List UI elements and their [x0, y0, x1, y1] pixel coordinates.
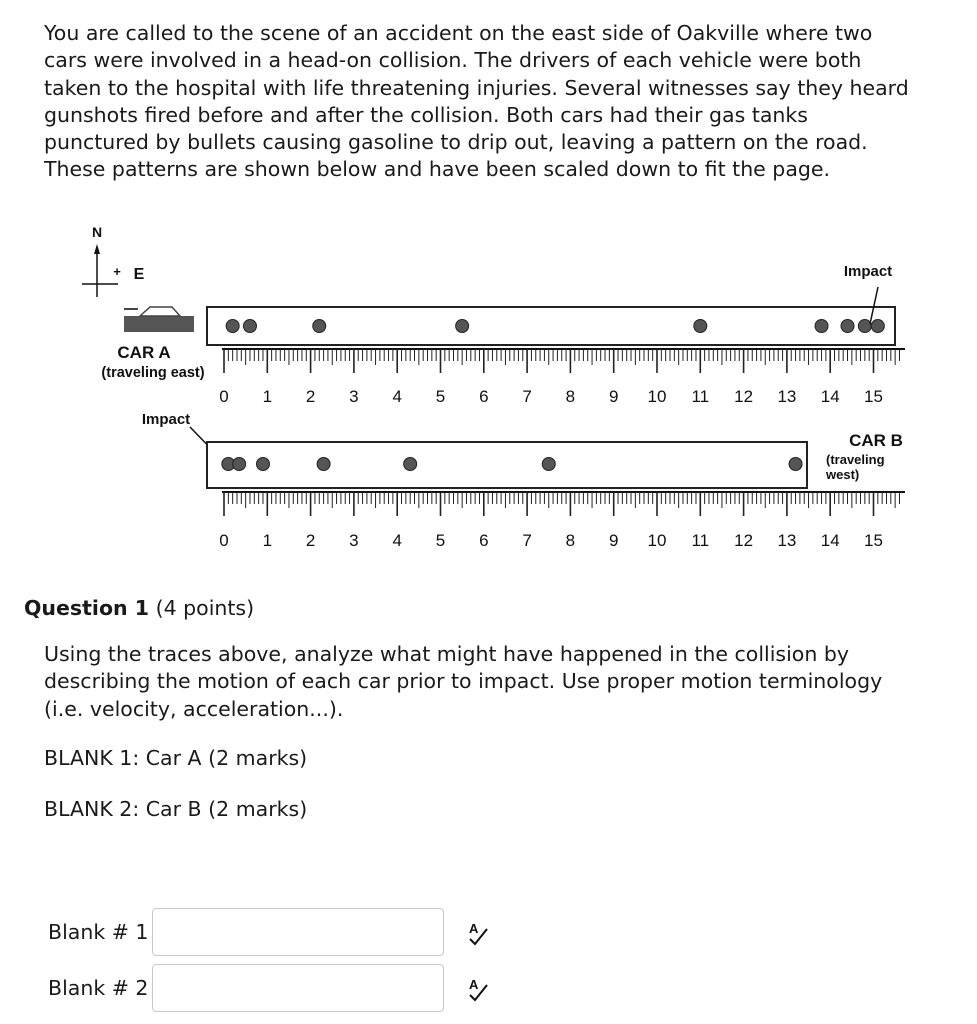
ruler-tick-label: 3 [349, 531, 359, 550]
question-heading [24, 596, 254, 620]
ruler-tick-label: 5 [435, 387, 446, 406]
blank-2-input[interactable] [152, 964, 444, 1012]
drip-dot [243, 320, 256, 333]
drip-dot [233, 458, 246, 471]
ruler-tick-label: 11 [691, 531, 710, 550]
ruler-tick-label: 7 [522, 531, 532, 550]
ruler-tick-label: 14 [820, 387, 840, 406]
svg-text:A: A [469, 921, 479, 936]
blank-1-label: Blank # 1 [48, 920, 149, 944]
ruler-tick-label: 10 [647, 387, 667, 406]
ruler-tick-label: 11 [691, 387, 710, 406]
ruler-tick-label: 5 [435, 531, 446, 550]
drip-dot [256, 458, 269, 471]
ruler-tick-label: 15 [864, 387, 883, 406]
drip-dot [456, 320, 469, 333]
drip-dot [841, 320, 854, 333]
compass-east-label: E [133, 266, 145, 283]
drip-dot [815, 320, 828, 333]
car-a-name: CAR A [117, 343, 171, 362]
drip-dot [222, 458, 235, 471]
ruler-tick-label: 7 [522, 387, 532, 406]
ruler-tick-label: 9 [608, 531, 619, 550]
ruler-tick-label: 8 [565, 387, 576, 406]
car-b-ruler [219, 492, 905, 550]
drip-dot [858, 320, 871, 333]
ruler-tick-label: 6 [479, 531, 489, 550]
ruler-tick-label: 8 [565, 531, 576, 550]
drip-dot [313, 320, 326, 333]
car-b-direction-line1: (traveling [826, 452, 885, 467]
svg-text:A: A [469, 977, 479, 992]
car-a-icon [124, 307, 194, 332]
ruler-tick-label: 2 [305, 387, 316, 406]
blank-2-description: BLANK 2: Car B (2 marks) [44, 797, 308, 821]
drip-dot [789, 458, 802, 471]
ruler-tick-label: 2 [305, 531, 316, 550]
question-body: Using the traces above, analyze what might have happened in the collision by describing the motion of each car prior to impact. Use proper motion terminology (i.e. velocity, acceleration...). [44, 642, 883, 721]
ruler-tick-label: 0 [219, 531, 229, 550]
car-b-drips [222, 458, 802, 471]
ruler-tick-label: 12 [734, 387, 754, 406]
car-a-track [207, 307, 895, 345]
car-b-direction-line2: west) [826, 467, 860, 482]
ruler-tick-label: 14 [820, 531, 840, 550]
car-a-drips [226, 320, 884, 333]
question-points: (4 points) [155, 596, 255, 620]
drip-dot [404, 458, 417, 471]
blank-1-description: BLANK 1: Car A (2 marks) [44, 746, 308, 770]
blank-2-label: Blank # 2 [48, 976, 149, 1000]
ruler-tick-label: 1 [262, 531, 273, 550]
ruler-tick-label: 12 [734, 531, 754, 550]
car-b-impact-pointer [190, 427, 220, 458]
drip-dot [871, 320, 884, 333]
ruler-tick-label: 9 [608, 387, 619, 406]
ruler-tick-label: 4 [392, 531, 402, 550]
drip-dot [542, 458, 555, 471]
compass-north-label: N [91, 224, 103, 240]
car-b-track [207, 442, 807, 488]
spellcheck-icon[interactable] [466, 920, 490, 946]
car-a-ruler [219, 349, 905, 406]
intro-paragraph: You are called to the scene of an accident on the east side of Oakville where two cars were involved in a head-on collision. The drivers of each vehicle were both taken to the hospital with life threatening injuries. Several witnesses say they heard gunshots fired before and after the collision. Both cars had their gas tanks punctured by bullets causing gasoline to drip out, leaving a pattern on the road. These patterns are shown below and have been scaled down to fit the page. [44, 21, 909, 182]
car-b-name: CAR B [849, 431, 903, 450]
blank-1-input[interactable] [152, 908, 444, 956]
ruler-tick-label: 3 [349, 387, 359, 406]
drip-dot [226, 320, 239, 333]
compass-icon [82, 224, 145, 297]
compass-plus-label: + [113, 264, 121, 279]
drip-dot [317, 458, 330, 471]
ruler-tick-label: 0 [219, 387, 229, 406]
spellcheck-icon[interactable] [466, 976, 490, 1002]
ruler-tick-label: 15 [864, 531, 883, 550]
drip-dot [694, 320, 707, 333]
ruler-tick-label: 13 [777, 387, 797, 406]
ruler-tick-label: 13 [777, 531, 797, 550]
car-b-impact-label: Impact [141, 411, 191, 428]
ruler-tick-label: 4 [392, 387, 402, 406]
ruler-tick-label: 1 [262, 387, 273, 406]
ruler-tick-label: 10 [647, 531, 667, 550]
car-a-impact-pointer [870, 287, 878, 324]
ruler-tick-label: 6 [479, 387, 489, 406]
question-title: Question 1 [24, 596, 150, 620]
car-a-impact-label: Impact [843, 263, 893, 280]
car-a-direction: (traveling east) [101, 365, 205, 381]
